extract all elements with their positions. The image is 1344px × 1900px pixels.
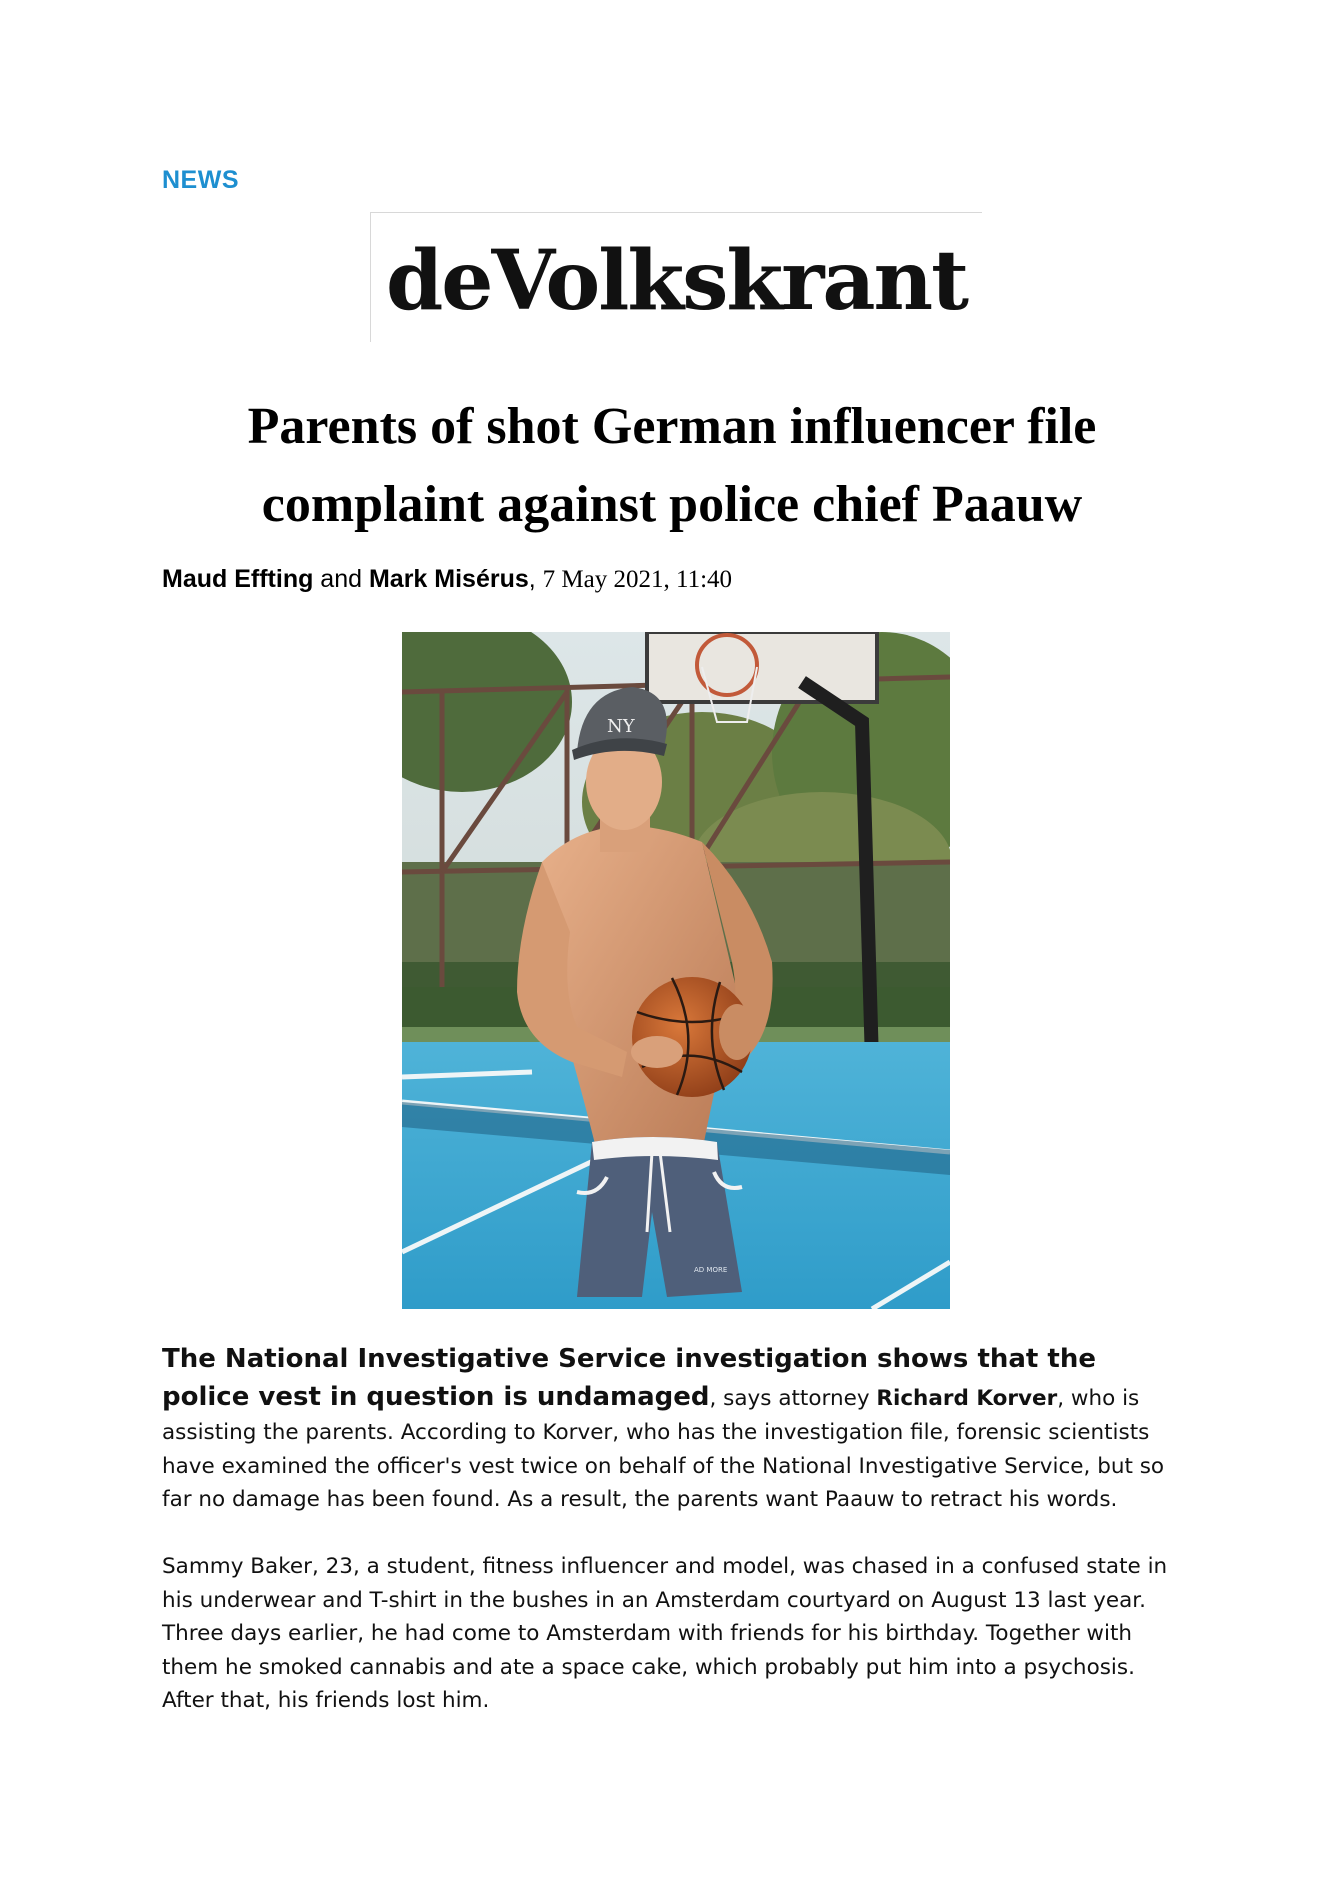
article-photo [402, 632, 950, 1309]
paragraph-text: , who is assisting the parents. According to Korver, who has the investigation file, forensic scientists have examined the officer's vest twice on behalf of the National Investigative Service, but so far no damage has been found. As a result, the parents want Paauw to retract his words. [162, 1386, 1165, 1512]
author-name: Maud Effting [162, 565, 314, 593]
attorney-name: Richard Korver [876, 1386, 1058, 1411]
shorts-logo-text: AD MORE [694, 1266, 728, 1274]
paragraph-text: , says attorney [709, 1386, 877, 1411]
newspaper-logo [370, 212, 982, 342]
article-paragraph: Sammy Baker, 23, a student, fitness influencer and model, was chased in a confused state in his underwear and T-shirt in the bushes in an Amsterdam courtyard on August 13 last year. Three days earlier, he had come to Amsterdam with friends for his birthday. Together with them he smoked cannabis and ate a space cake, which probably put him into a psychosis. After that, his friends lost him. [162, 1554, 1168, 1713]
cap-logo-text: NY [607, 716, 635, 737]
byline-conjunction: and [313, 565, 369, 593]
byline [162, 565, 1182, 594]
article-paragraph [162, 1340, 1192, 1517]
section-label: NEWS [162, 166, 239, 194]
publish-date: 7 May 2021, 11:40 [542, 566, 733, 593]
byline-separator: , [528, 565, 543, 593]
author-name: Mark Misérus [368, 565, 529, 593]
paragraph-lead: The National Investigative Service investigation shows that the police vest in question is undamaged [162, 1344, 1096, 1412]
logo-wordmark: deVolkskrant [385, 232, 968, 329]
article-headline: Parents of shot German influencer file complaint against police chief Paauw [247, 398, 1097, 533]
